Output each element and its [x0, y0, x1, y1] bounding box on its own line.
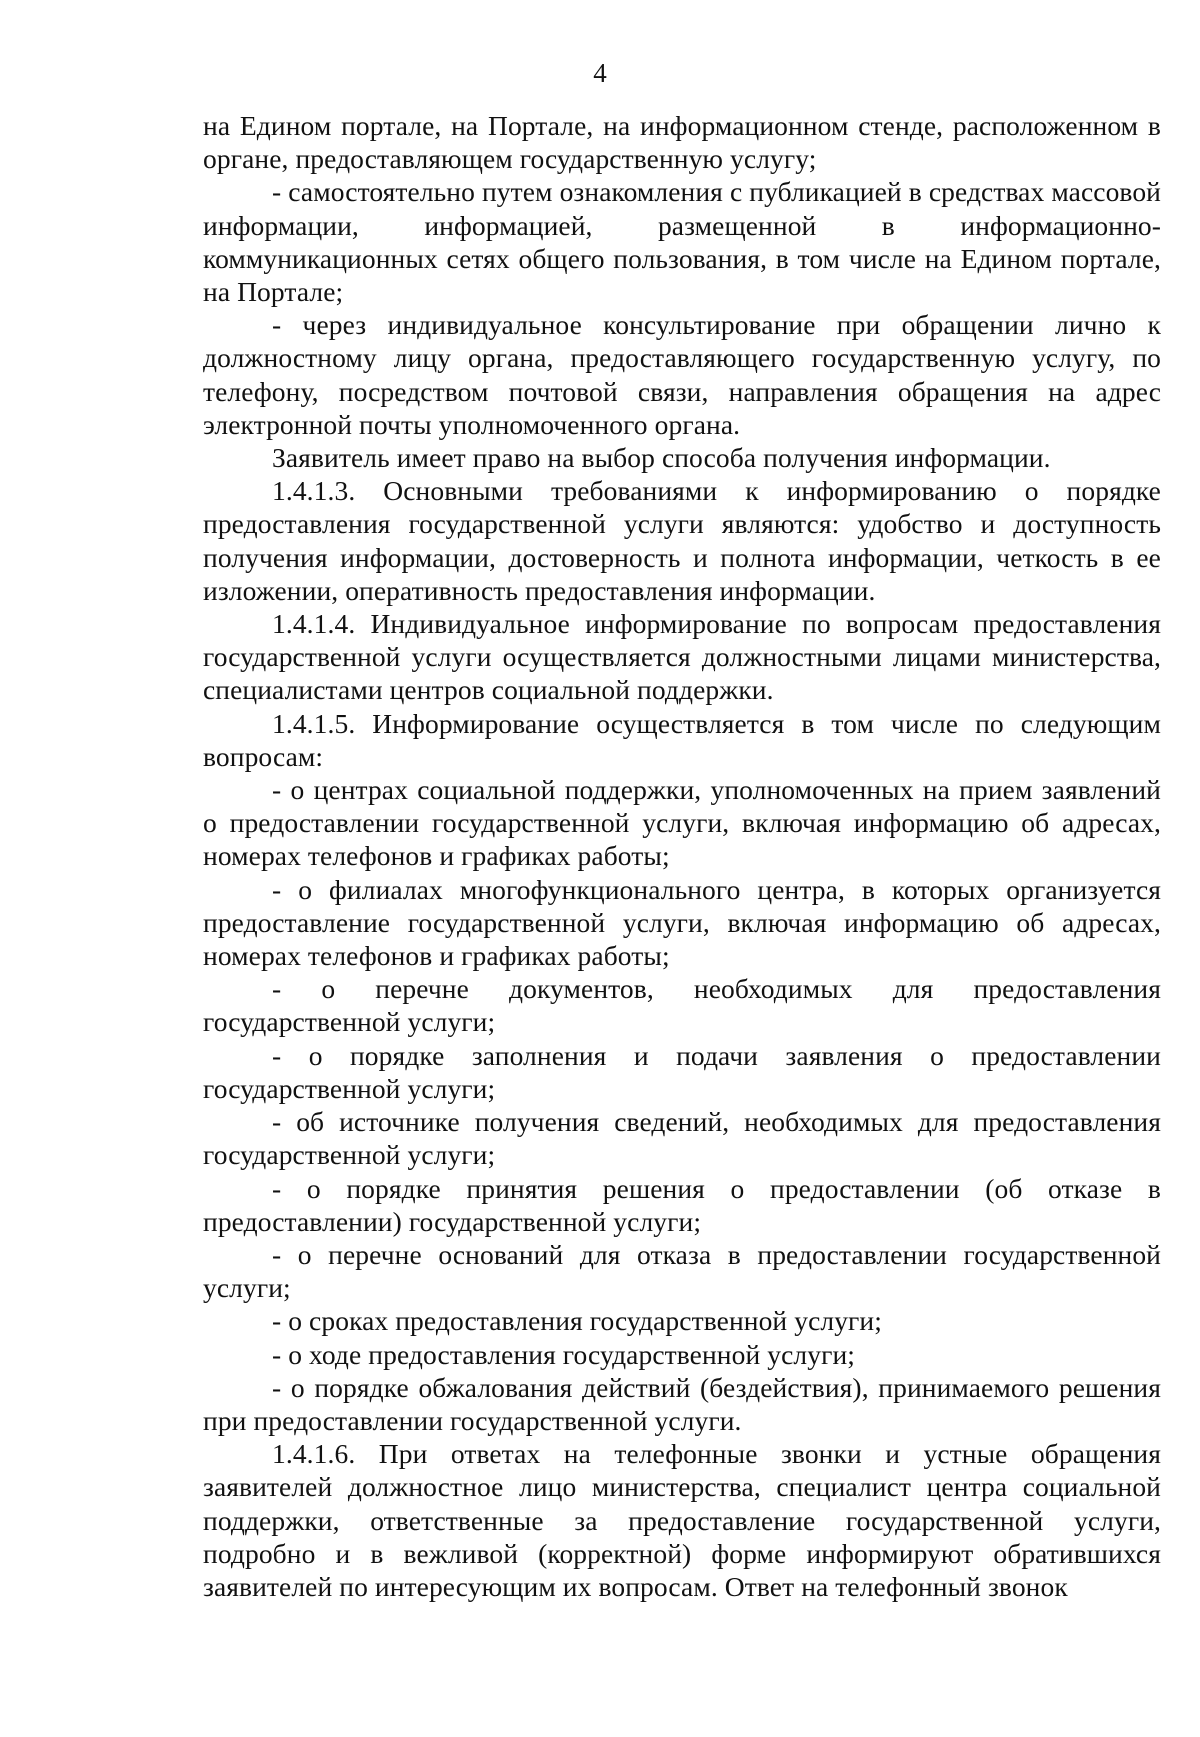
- document-body: [203, 109, 1161, 1603]
- list-item-application-procedure: - о порядке заполнения и подачи заявления о предоставлении государственной услуги;: [203, 1039, 1161, 1104]
- clause-1-4-1-6: 1.4.1.6. При ответах на телефонные звонки и устные обращения заявителей должностное лицо министерства, специалист центра социальной поддержки, ответственные за предоставление государственной услуги, подробно и в вежливой (корректной) форме информируют обратившихся заявителей по интересующим их вопросам. Ответ на телефонный звонок: [203, 1438, 1161, 1602]
- clause-1-4-1-5: 1.4.1.5. Информирование осуществляется в том числе по следующим вопросам:: [203, 707, 1161, 772]
- list-item-mfc-branches: - о филиалах многофункционального центра, в которых организуется предоставление государственной услуги, включая информацию об адресах, номерах телефонов и графиках работы;: [203, 873, 1161, 972]
- list-item-terms: - о сроках предоставления государственной услуги;: [272, 1305, 882, 1337]
- list-item-refusal-grounds: - о перечне оснований для отказа в предоставлении государственной услуги;: [203, 1238, 1161, 1304]
- list-item-documents: - о перечне документов, необходимых для предоставления государственной услуги;: [203, 973, 1161, 1038]
- list-item-decision-procedure: - о порядке принятия решения о предоставлении (об отказе в предоставлении) государственной услуги;: [203, 1172, 1161, 1237]
- paragraph-applicant-right: Заявитель имеет право на выбор способа получения информации.: [272, 442, 1051, 474]
- clause-1-4-1-4: 1.4.1.4. Индивидуальное информирование по вопросам предоставления государственной услуги осуществляется должностными лицами министерства, специалистами центров социальной поддержки.: [203, 608, 1161, 706]
- paragraph-continuation: на Едином портале, на Портале, на информационном стенде, расположенном в органе, предоставляющем государственную услугу;: [203, 110, 1161, 175]
- clause-1-4-1-3: 1.4.1.3. Основными требованиями к информированию о порядке предоставления государственной услуги являются: удобство и доступность получения информации, достоверность и полнота информации, четкость в ее изложении, оперативность предоставления информации.: [203, 475, 1161, 606]
- page-number: 4: [593, 58, 607, 88]
- list-item-progress: - о ходе предоставления государственной услуги;: [272, 1338, 856, 1370]
- list-item-self-study: - самостоятельно путем ознакомления с публикацией в средствах массовой информации, информацией, размещенной в информационно-коммуникационных сетях общего пользования, в том числе на Едином портале, на Портале;: [203, 176, 1161, 308]
- list-item-appeal-procedure: - о порядке обжалования действий (бездействия), принимаемого решения при предоставлении государственной услуги.: [203, 1371, 1161, 1436]
- list-item-individual-consulting: - через индивидуальное консультирование при обращении лично к должностному лицу органа, предоставляющего государственную услугу, по телефону, посредством почтовой связи, направления обращения на адрес электронной почты уполномоченного органа.: [203, 309, 1161, 440]
- list-item-information-source: - об источнике получения сведений, необходимых для предоставления государственной услуги;: [203, 1106, 1161, 1171]
- list-item-support-centers: - о центрах социальной поддержки, уполномоченных на прием заявлений о предоставлении государственной услуги, включая информацию об адресах, номерах телефонов и графиках работы;: [203, 774, 1161, 872]
